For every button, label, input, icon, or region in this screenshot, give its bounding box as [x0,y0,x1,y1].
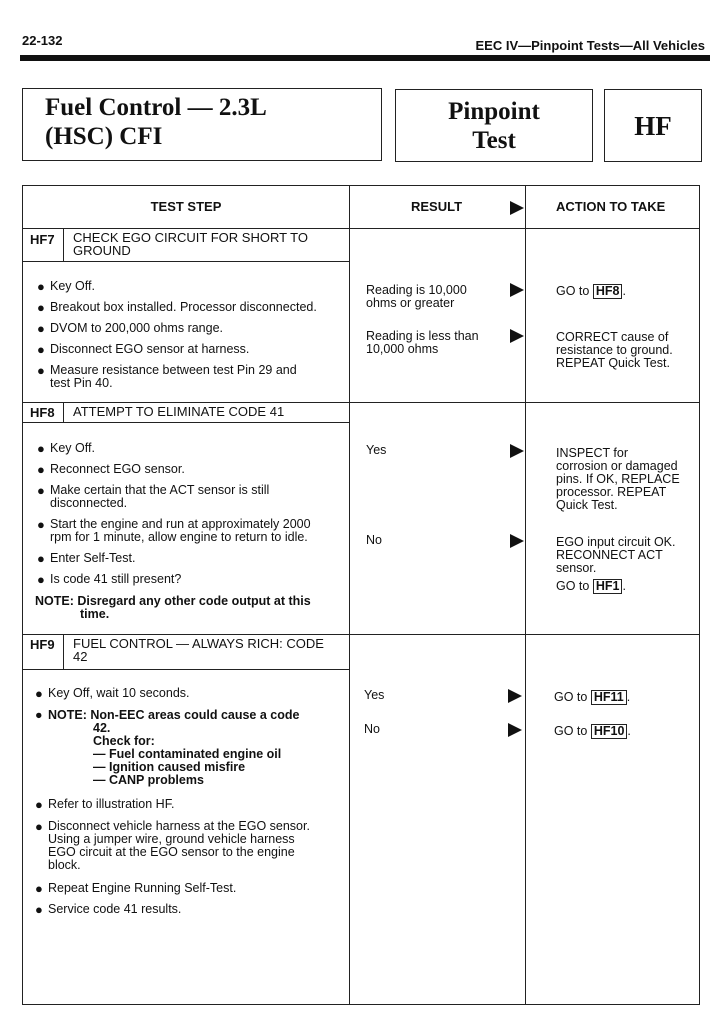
column-header-result: RESULT [411,199,463,214]
test-code: HF [634,111,672,141]
goto-step-link[interactable]: HF8 [593,284,623,299]
page-number: 22-132 [22,33,63,48]
note-hf9: ● NOTE: Non-EEC areas could cause a code 42. Check for: — Fuel contaminated engine oil — Ignition caused misfire — CANP problems [35,708,300,787]
arrow-icon [510,444,524,458]
procedure-title-line1: Fuel Control — 2.3L [45,94,267,121]
step-title-divider [23,261,349,262]
list-item: ● Breakout box installed. Processor disconnected. [37,300,317,315]
header-divider [23,228,699,229]
step-id-hf9: HF9 [30,637,55,652]
pinpoint-label-line1: Pinpoint [448,98,540,125]
result-hf8-no: No [366,533,382,547]
goto-step-link[interactable]: HF10 [591,724,628,739]
result-hf8-yes: Yes [366,443,387,457]
column-divider [349,186,350,1004]
step-id-hf8: HF8 [30,405,55,420]
step-id-divider [63,228,64,261]
step-title-hf7-line1: CHECK EGO CIRCUIT FOR SHORT TO [73,230,308,245]
list-item: ● Key Off, wait 10 seconds. [35,686,190,701]
step-id-hf7: HF7 [30,232,55,247]
arrow-icon [510,201,524,215]
list-item: ● Service code 41 results. [35,902,182,917]
step-divider [23,402,699,403]
pinpoint-table [22,185,700,1005]
list-item: ● Is code 41 still present? [37,572,182,587]
step-id-divider [63,402,64,422]
list-item: ● Make certain that the ACT sensor is still disconnected. [37,483,270,510]
note-hf8: NOTE: Disregard any other code output at this time. [35,594,311,621]
list-item: ● Key Off. [37,279,95,294]
column-divider [525,186,526,1004]
column-header-action: ACTION TO TAKE [556,199,666,214]
arrow-icon [510,534,524,548]
action-hf8-1: INSPECT for corrosion or damaged pins. If OK, REPLACE processor. REPEAT Quick Test. [556,446,680,512]
goto-step-link[interactable]: HF11 [591,690,627,705]
list-item: ● Reconnect EGO sensor. [37,462,185,477]
step-title-divider [23,669,349,670]
list-item: ● Key Off. [37,441,95,456]
step-title-hf7-line2: GROUND [73,243,131,258]
list-item: ● Disconnect vehicle harness at the EGO sensor. Using a jumper wire, ground vehicle harness EGO circuit at the EGO sensor to the engine block. [35,819,310,872]
pinpoint-label-line2: Test [472,127,516,154]
action-hf7-2: CORRECT cause of resistance to ground. REPEAT Quick Test. [556,330,673,370]
goto-step-link[interactable]: HF1 [593,579,623,594]
list-item: ● DVOM to 200,000 ohms range. [37,321,224,336]
pinpoint-test-box [395,89,593,162]
step-divider [23,634,699,635]
arrow-icon [510,329,524,343]
arrow-icon [508,723,522,737]
action-hf7-1: GO to HF8 . [556,284,626,298]
result-hf7-2: Reading is less than 10,000 ohms [366,329,479,356]
step-title-hf8: ATTEMPT TO ELIMINATE CODE 41 [73,404,285,419]
step-id-divider [63,634,64,669]
step-title-hf9-line1: FUEL CONTROL — ALWAYS RICH: CODE [73,636,324,651]
step-title-divider [23,422,349,423]
procedure-title-line2: (HSC) CFI [45,123,163,150]
step-title-hf9-line2: 42 [73,649,88,664]
action-hf8-2: EGO input circuit OK. RECONNECT ACT sensor. GO to HF1 . [556,535,676,593]
result-hf7-1: Reading is 10,000 ohms or greater [366,283,467,310]
result-hf9-yes: Yes [364,688,385,702]
column-header-test-step: TEST STEP [150,199,222,214]
list-item: ● Repeat Engine Running Self-Test. [35,881,237,896]
list-item: ● Measure resistance between test Pin 29 and test Pin 40. [37,363,297,390]
list-item: ● Enter Self-Test. [37,551,136,566]
action-hf9-1: GO to HF11 . [554,690,631,704]
list-item: ● Start the engine and run at approximately 2000 rpm for 1 minute, allow engine to return to idle. [37,517,311,544]
test-code-box [604,89,702,162]
running-head: EEC IV—Pinpoint Tests—All Vehicles [475,38,705,53]
list-item: ● Refer to illustration HF. [35,797,175,812]
arrow-icon [510,283,524,297]
result-hf9-no: No [364,722,380,736]
list-item: ● Disconnect EGO sensor at harness. [37,342,250,357]
arrow-icon [508,689,522,703]
action-hf9-2: GO to HF10 . [554,724,631,738]
header-rule [20,55,710,61]
procedure-title-box [22,88,382,161]
